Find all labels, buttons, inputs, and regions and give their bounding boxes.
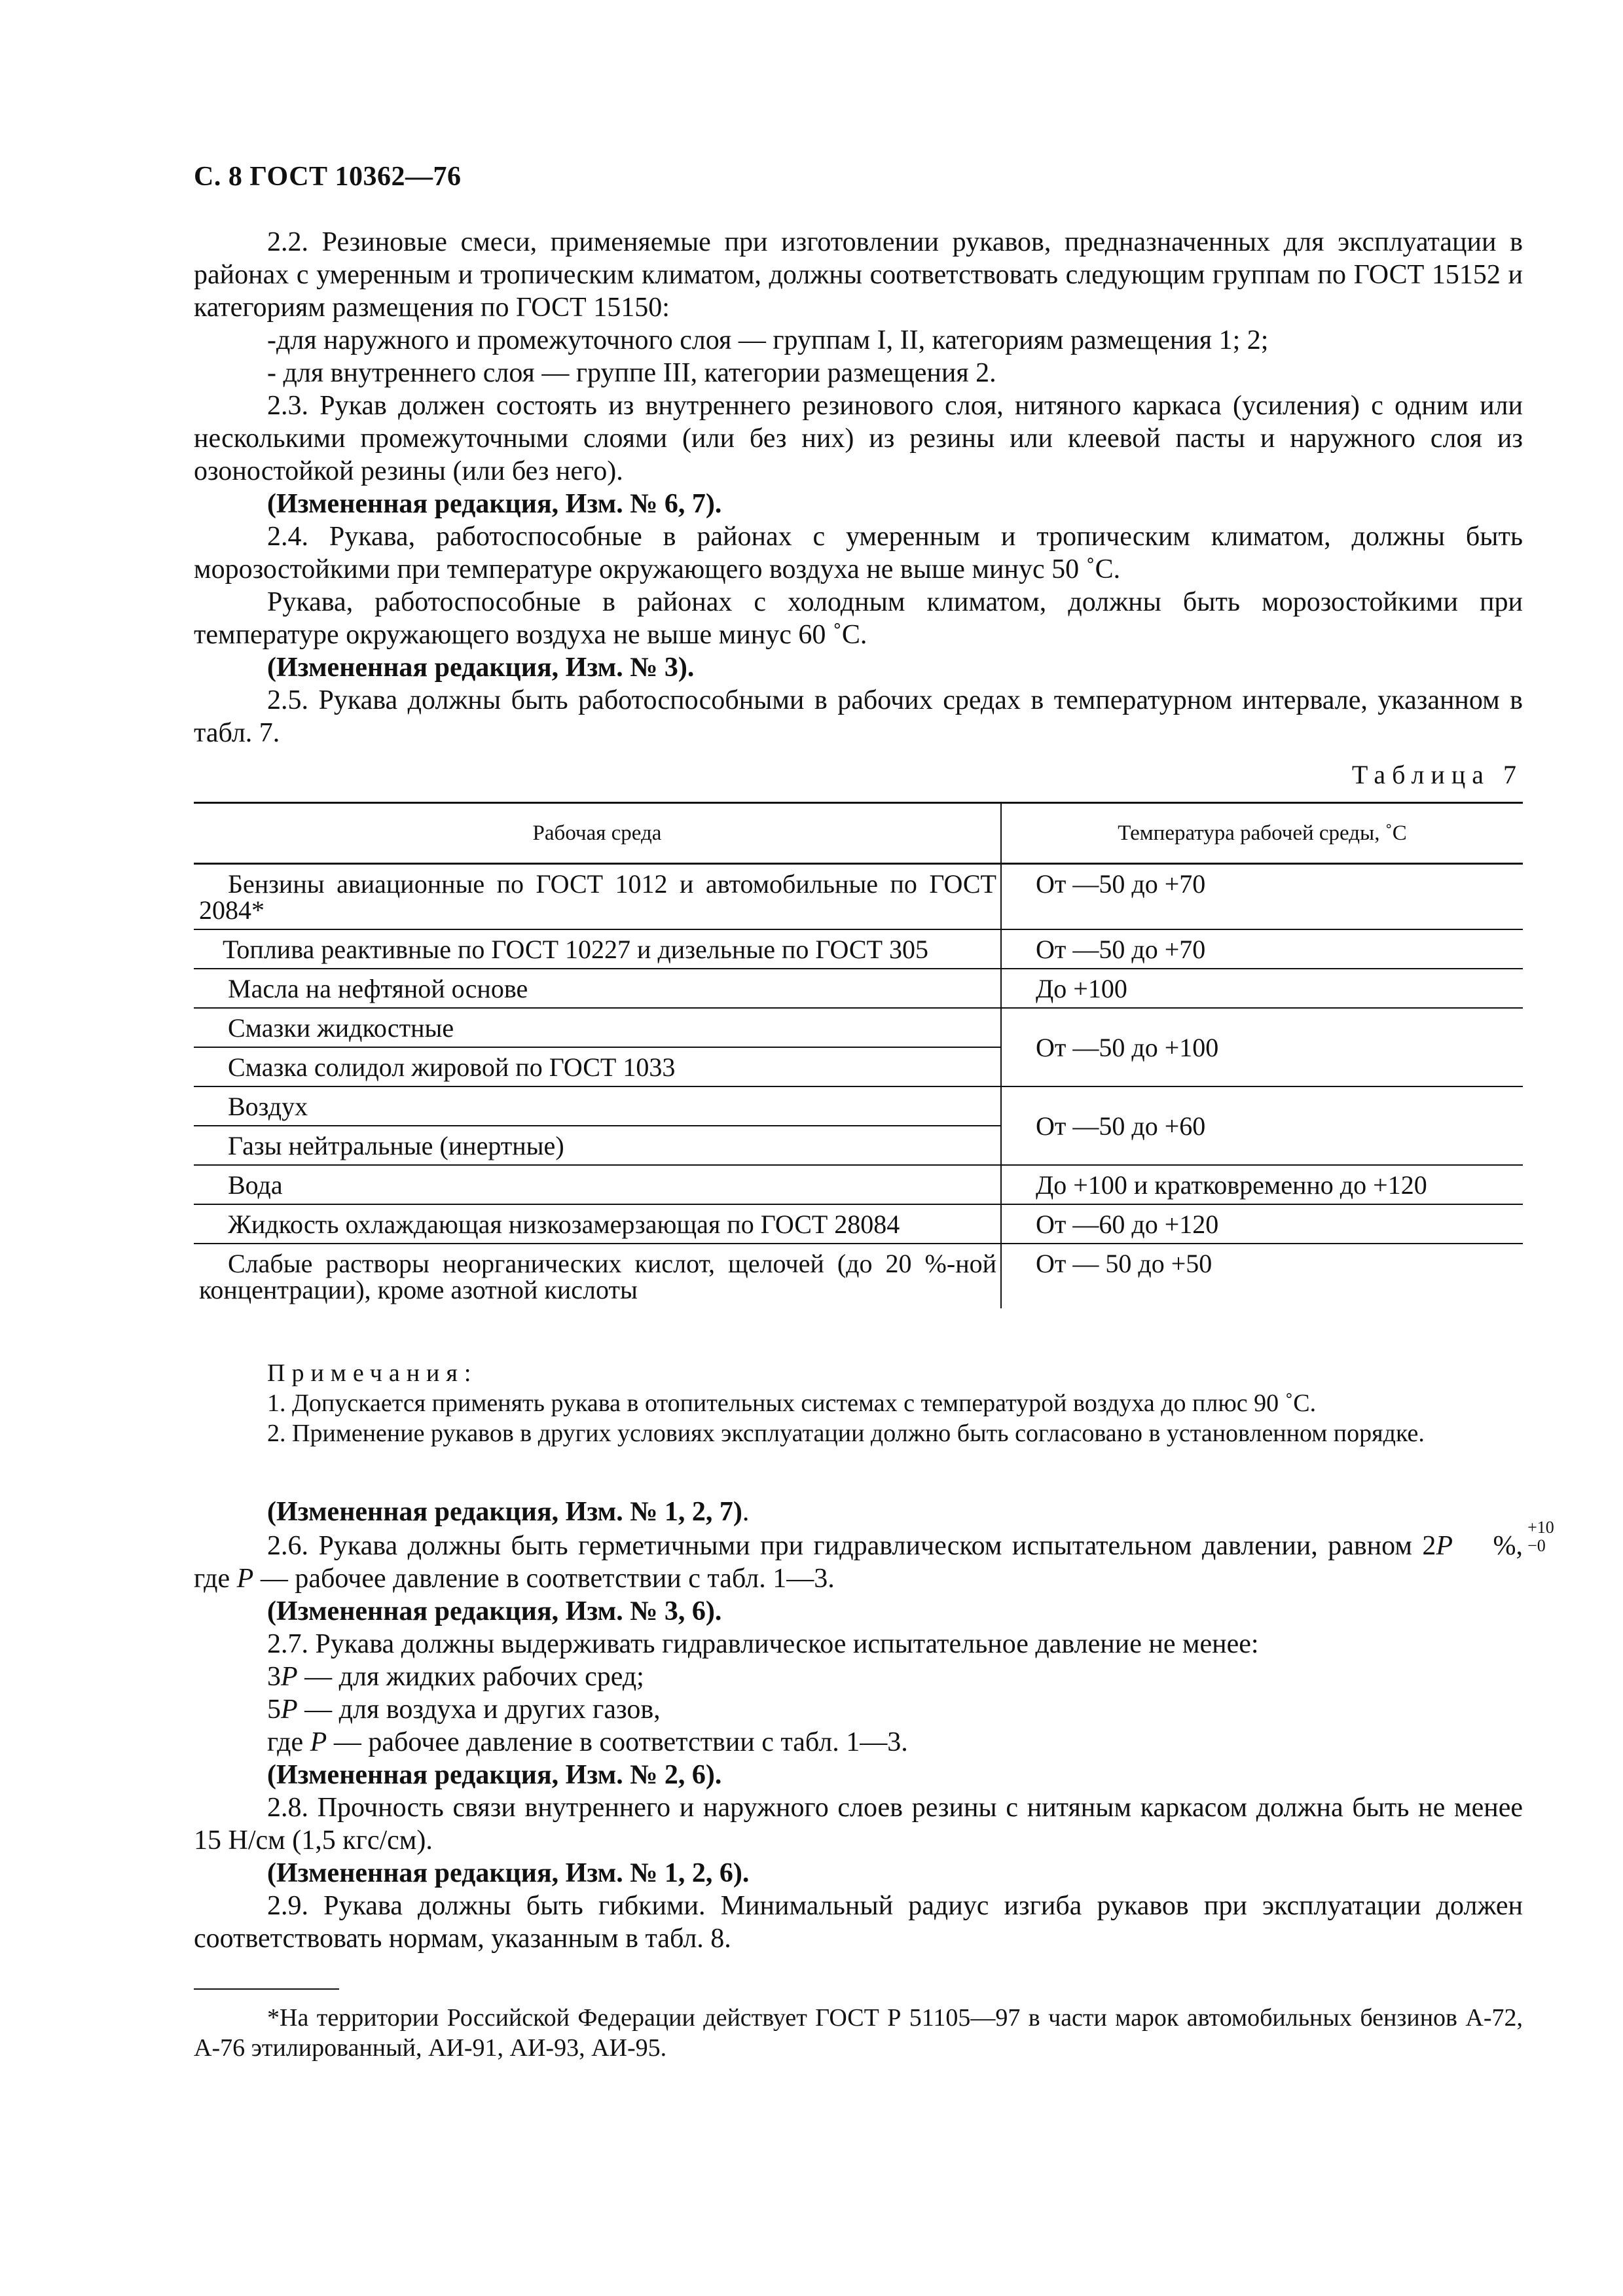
cell-medium: Смазки жидкостные [194, 1008, 1001, 1047]
cell-temperature: До +100 и кратковременно до +120 [1001, 1165, 1523, 1204]
note-item: 2. Применение рукавов в других условиях эксплуатации должно быть согласовано в установленном порядке. [267, 1420, 1425, 1447]
revision-note: (Измененная редакция, Изм. № 1, 2, 7) [267, 1497, 742, 1527]
table-row [194, 969, 1523, 1008]
formula-definition: — рабочее давление в соответствии с табл. 1—3. [327, 1727, 908, 1757]
table-caption: Таблица 7 [1351, 760, 1523, 789]
footnote [194, 2003, 1523, 2063]
paragraph-2-5: 2.5. Рукава должны быть работоспособными в рабочих средах в температурном интервале, указанном в табл. 7. [194, 685, 1523, 748]
paragraph-2-7: 2.7. Рукава должны выдерживать гидравлическое испытательное давление не менее: [267, 1629, 1259, 1659]
cell-temperature: До +100 [1001, 969, 1523, 1008]
cell-temperature: От —50 до +100 [1001, 1008, 1523, 1086]
paragraph-2-4: 2.4. Рукава, работоспособные в районах с умеренным и тропическим климатом, должны быть морозостойкими при температуре окружающего воздуха не выше минус 50 ˚С. [194, 522, 1523, 584]
table-row [194, 1244, 1523, 1308]
cell-medium: Воздух [194, 1086, 1001, 1126]
cell-temperature: От —50 до +60 [1001, 1086, 1523, 1165]
paragraph-2-2-item-inner: - для внутреннего слоя — группе III, категории размещения 2. [267, 358, 996, 388]
cell-temperature: От — 50 до +50 [1036, 1249, 1213, 1278]
note-item: 1. Допускается применять рукава в отопительных системах с температурой воздуха до плюс 90 ˚С. [267, 1390, 1317, 1417]
cell-medium: Газы нейтральные (инертные) [194, 1126, 1001, 1165]
revision-note-dot: . [742, 1497, 750, 1527]
tolerance-lower: −0 [1527, 1536, 1546, 1555]
column-header-temperature: Температура рабочей среды, ˚С [1118, 821, 1407, 845]
revision-note: (Измененная редакция, Изм. № 3). [267, 653, 695, 683]
page-header: С. 8 ГОСТ 10362—76 [194, 162, 462, 192]
formula-tolerance [1453, 1518, 1554, 1555]
tolerance-upper: +10 [1527, 1518, 1554, 1537]
formula-definition: — рабочее давление в соответствии с табл. 1—3. [253, 1564, 835, 1594]
cell-medium: Смазка солидол жировой по ГОСТ 1033 [194, 1047, 1001, 1086]
paragraph-2-9: 2.9. Рукава должны быть гибкими. Минимальный радиус изгиба рукавов при эксплуатации должен соответствовать нормам, указанным в табл. 8. [194, 1891, 1523, 1954]
paragraph-2-8: 2.8. Прочность связи внутреннего и наружного слоев резины с нитяным каркасом должна быть не менее 15 Н/см (1,5 кгс/см). [194, 1793, 1523, 1856]
paragraph-2-2-item-outer: -для наружного и промежуточного слоя — группам I, II, категориям размещения 1; 2; [267, 325, 1269, 355]
revision-note-line [194, 1496, 1523, 1528]
footnote-text: *На территории Российской Федерации действует ГОСТ Р 51105—97 в части марок автомобильных бензинов А-72, А-76 этилированный, АИ-91, АИ-93, АИ-95. [194, 2004, 1523, 2062]
formula-coefficient: 3 [267, 1662, 281, 1692]
table-row [194, 1204, 1523, 1244]
paragraph-2-6 [194, 1518, 1554, 1595]
formula-variable: P [1436, 1531, 1453, 1561]
section-body-continued [194, 1496, 1554, 1955]
paragraph-2-7-where [194, 1726, 1523, 1759]
formula-variable: P [281, 1695, 298, 1725]
notes-title: Примечания: [267, 1359, 478, 1387]
paragraph-2-3: 2.3. Рукав должен состоять из внутреннего резинового слоя, нитяного каркаса (усиления) с одним или несколькими промежуточными слоями (или без них) из резины или клеевой пасты и наружного слоя из озоностойкой резины (или без него). [194, 391, 1523, 486]
section-body [194, 226, 1523, 749]
cell-temperature: От —50 до +70 [1001, 929, 1523, 969]
footnote-separator [194, 1988, 339, 1990]
formula-coefficient: 2 [1422, 1531, 1436, 1561]
revision-note: (Измененная редакция, Изм. № 1, 2, 6). [267, 1858, 750, 1888]
paragraph-2-2: 2.2. Резиновые смеси, применяемые при изготовлении рукавов, предназначенных для эксплуатации в районах с умеренным и тропическим климатом, должны соответствовать следующим группам по ГОСТ 15152 и категориям размещения по ГОСТ 15150: [194, 227, 1523, 323]
formula-unit: %, где [194, 1531, 1523, 1594]
column-header-medium: Рабочая среда [194, 803, 1001, 864]
table-header-row [194, 803, 1523, 864]
table-7 [194, 802, 1523, 1308]
cell-medium: Вода [194, 1165, 1001, 1204]
cell-medium: Бензины авиационные по ГОСТ 1012 и автомобильные по ГОСТ 2084* [194, 864, 1001, 930]
formula-coefficient: 5 [267, 1695, 281, 1725]
paragraph-2-7-liquids [194, 1660, 1523, 1693]
revision-note: (Измененная редакция, Изм. № 2, 6). [267, 1760, 722, 1790]
formula-where: где [267, 1727, 310, 1757]
cell-temperature: От —60 до +120 [1001, 1204, 1523, 1244]
cell-medium: Жидкость охлаждающая низкозамерзающая по ГОСТ 28084 [194, 1204, 1001, 1244]
revision-note: (Измененная редакция, Изм. № 3, 6). [267, 1596, 722, 1626]
cell-temperature: От —50 до +70 [1001, 864, 1523, 930]
formula-definition: — для жидких рабочих сред; [297, 1662, 644, 1692]
table-row [194, 929, 1523, 969]
paragraph-2-7-gases [194, 1693, 1523, 1726]
paragraph-2-4-cold: Рукава, работоспособные в районах с холодным климатом, должны быть морозостойкими при температуре окружающего воздуха не выше минус 60 ˚С. [194, 587, 1523, 650]
formula-definition: — для воздуха и других газов, [297, 1695, 661, 1725]
cell-medium: Топлива реактивные по ГОСТ 10227 и дизельные по ГОСТ 305 [194, 929, 1001, 969]
revision-note: (Измененная редакция, Изм. № 6, 7). [267, 489, 722, 519]
paragraph-2-6-text: 2.6. Рукава должны быть герметичными при гидравлическом испытательном давлении, равном [267, 1531, 1412, 1561]
formula-test-pressure [1422, 1518, 1554, 1561]
formula-variable: P [236, 1564, 254, 1594]
formula-variable: P [310, 1727, 327, 1757]
cell-medium: Слабые растворы неорганических кислот, щелочей (до 20 %-ной концентрации), кроме азотной кислоты [194, 1244, 1001, 1308]
table-row [194, 1165, 1523, 1204]
table-notes [194, 1358, 1523, 1448]
cell-medium: Масла на нефтяной основе [194, 969, 1001, 1008]
formula-variable: P [281, 1662, 298, 1692]
table-row [194, 1008, 1523, 1047]
table-row [194, 864, 1523, 930]
table-row [194, 1086, 1523, 1126]
